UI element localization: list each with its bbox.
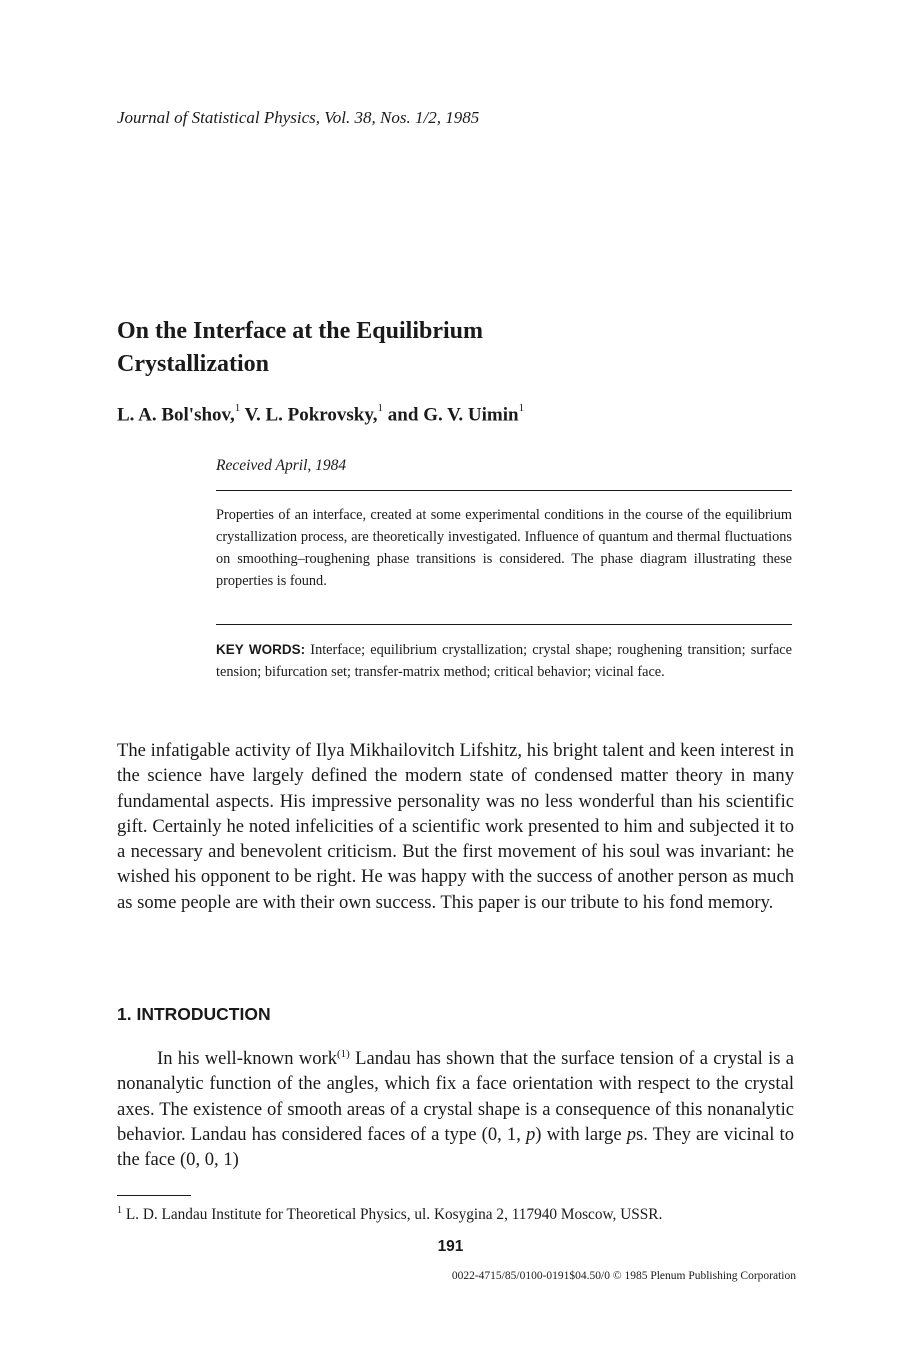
tribute-paragraph: The infatigable activity of Ilya Mikhailovitch Lifshitz, his bright talent and keen interest in the science have largely defined the modern state of condensed matter theory in many fundamental aspects. His impressive personality was no less wonderful than his scientific gift. Certainly he noted infelicities of a scientific work presented to him and subjected it to a necessary and benevolent criticism. But the first movement of his soul was invariant: he wished his opponent to be right. He was happy with the success of another person as much as some people are with their own success. This paper is our tribute to his fond memory. bbox=[117, 740, 794, 913]
author-connector: and bbox=[387, 404, 419, 426]
math-variable: p bbox=[525, 1124, 536, 1146]
title-line-1: On the Interface at the Equilibrium bbox=[117, 318, 483, 344]
footnote bbox=[117, 1205, 662, 1224]
intro-text: ) with large bbox=[535, 1124, 627, 1146]
affiliation-mark: 1 bbox=[377, 402, 384, 414]
intro-text: Landau has shown that the surface tension of a crystal is a nonanalytic function of the angles, which fix a face orientation with respect to the crystal axes. The existence of smooth areas of a crystal shape is a consequence of this nonanalytic behavior. Landau has considered faces of a type (0, 1, bbox=[117, 1048, 794, 1146]
author-name: L. A. Bol'shov, bbox=[117, 404, 235, 426]
abstract: Properties of an interface, created at some experimental conditions in the course of the equilibrium crystallization process, are theoretically investigated. Influence of quantum and thermal fluctuations on smoothing–roughening phase transitions is considered. The phase diagram illustrating these properties is found. bbox=[216, 507, 792, 589]
footnote-text: L. D. Landau Institute for Theoretical Physics, ul. Kosygina 2, 117940 Moscow, USSR. bbox=[122, 1206, 663, 1224]
abstract-top-rule bbox=[216, 490, 792, 491]
keywords-label: KEY WORDS: bbox=[216, 642, 306, 657]
journal-citation: Journal of Statistical Physics, Vol. 38, Nos. 1/2, 1985 bbox=[117, 108, 480, 127]
section-heading: 1. INTRODUCTION bbox=[117, 1004, 271, 1024]
affiliation-mark: 1 bbox=[518, 402, 525, 414]
affiliation-mark: 1 bbox=[234, 402, 241, 414]
title-line-2: Crystallization bbox=[117, 351, 269, 377]
footnote-rule bbox=[117, 1195, 191, 1196]
math-variable: p bbox=[626, 1124, 636, 1146]
received-date: Received April, 1984 bbox=[216, 457, 347, 474]
author-list bbox=[117, 404, 524, 426]
footnote-mark: 1 bbox=[117, 1205, 122, 1216]
keywords-text: Interface; equilibrium crystallization; crystal shape; roughening transition; surface tension; bifurcation set; transfer-matrix method; critical behavior; vicinal face. bbox=[216, 642, 792, 680]
abstract-bottom-rule bbox=[216, 624, 792, 625]
intro-text: In his well-known work bbox=[157, 1048, 338, 1070]
copyright-line: 0022-4715/85/0100-0191$04.50/0 © 1985 Plenum Publishing Corporation bbox=[451, 1270, 796, 1282]
author-name: G. V. Uimin bbox=[423, 404, 519, 426]
intro-text: s. They are vicinal to the face (0, 0, 1) bbox=[117, 1124, 794, 1171]
author-name: V. L. Pokrovsky, bbox=[244, 404, 378, 426]
paper-title bbox=[117, 315, 483, 381]
keywords bbox=[216, 639, 792, 683]
page-number: 191 bbox=[437, 1238, 464, 1255]
citation-ref: (1) bbox=[337, 1048, 350, 1060]
introduction-paragraph bbox=[117, 1042, 794, 1173]
